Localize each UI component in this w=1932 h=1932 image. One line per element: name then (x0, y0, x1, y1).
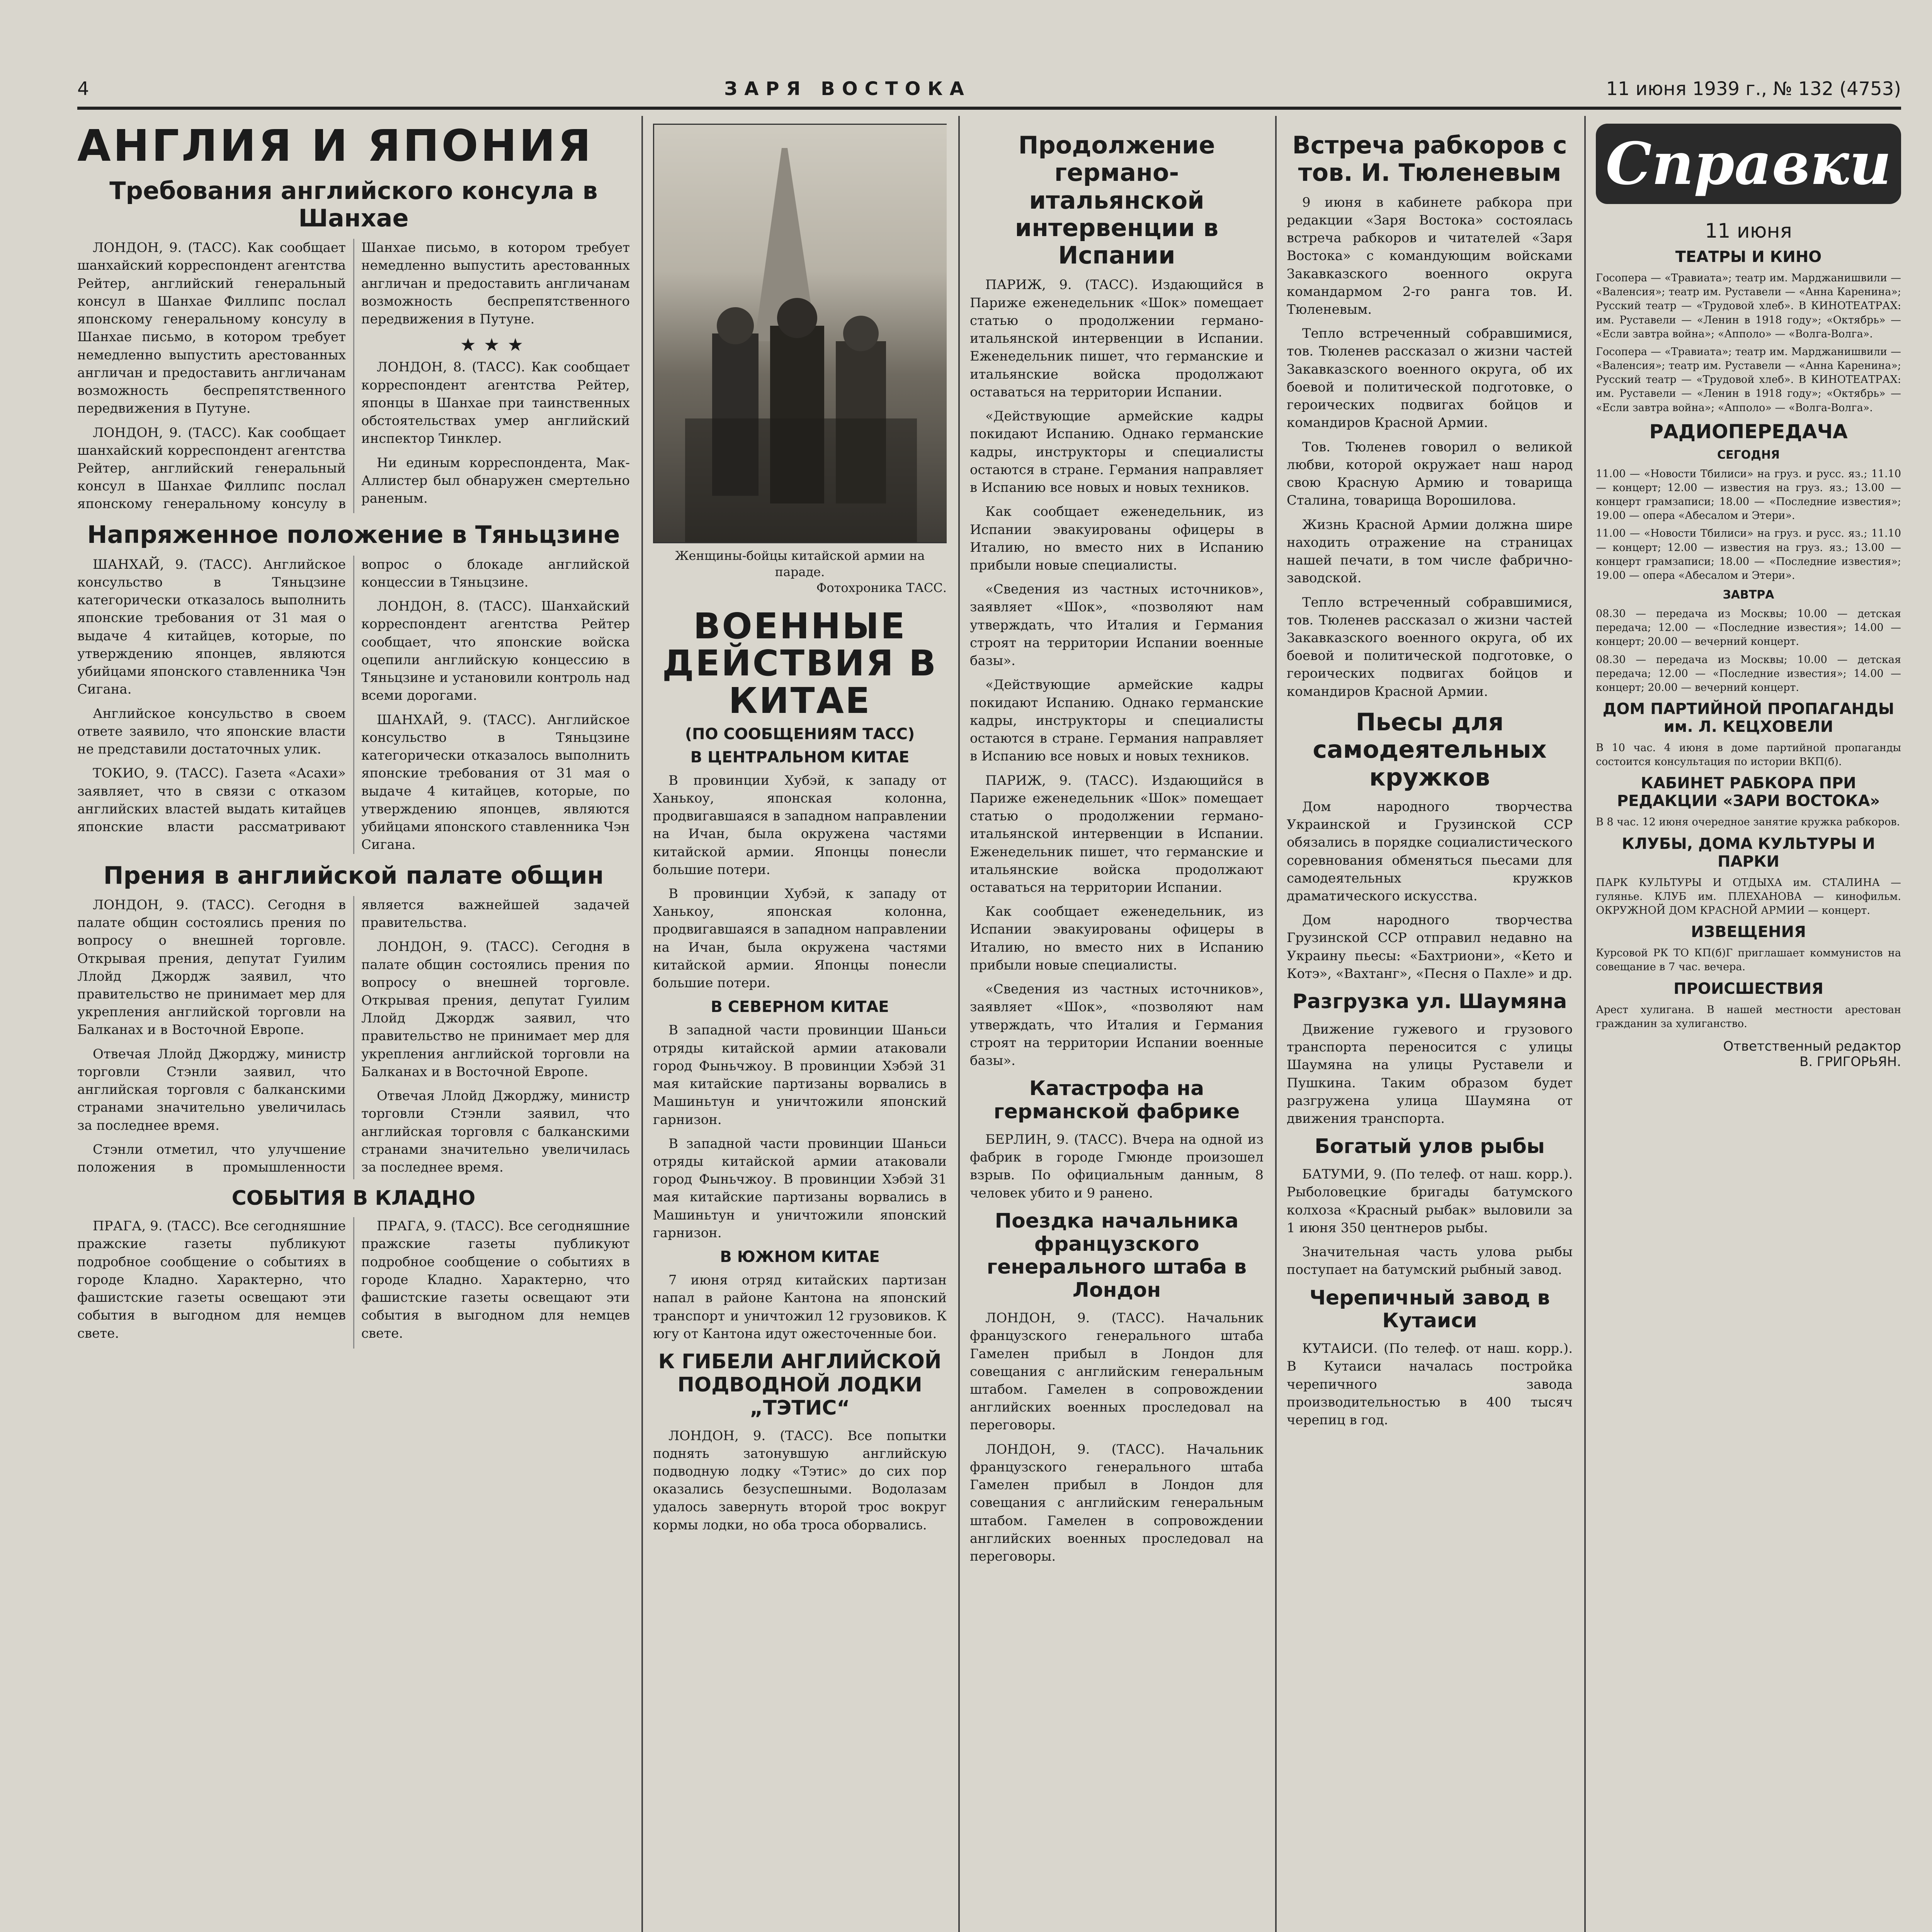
paragraph: ПАРИЖ, 9. (ТАСС). Издающийся в Париже еженедельник «Шок» помещает статью о продолжении германо-итальянской интервенции в Испании. Еженедельник пишет, что германские и итальянские войска продолжают оставаться на территории Испании. (970, 277, 1264, 400)
editor-label: Ответственный редактор (1723, 1038, 1901, 1054)
paragraph: ПАРК КУЛЬТУРЫ И ОТДЫХА им. СТАЛИНА — гулянье. КЛУБ им. ПЛЕХАНОВА — кинофильм. ОКРУЖНОЙ ДОМ КРАСНОЙ АРМИИ — концерт. (1596, 876, 1901, 917)
england-japan-column (77, 124, 630, 1932)
article-title: Продолжение германо-итальянской интервенции в Испании (1015, 131, 1219, 270)
paragraph: Госопера — «Травиата»; театр им. Марджанишвили — «Валенсия»; театр им. Руставели — «Анна Каренина»; Русский театр — «Трудовой хлеб». В КИНОТЕАТРАХ: им. Руставели — «Ленин в 1918 году»; «Октябрь» — «Если завтра война»; «Апполо» — «Волга-Волга». (1596, 345, 1901, 414)
paragraph: В провинции Хубэй, к западу от Ханькоу, японская колонна, продвигавшаяся в западном направлении на Ичан, была окружена частями китайской армии. Японцы понесли большие потери. (653, 772, 947, 878)
paragraph: ШАНХАЙ, 9. (ТАСС). Английское консульство в Тяньцзине категорически отказалось выполнить японские требования от 31 мая о выдаче 4 китайцев, которые, по утверждению японцев, являются убийцами японского ставленника Чэн Сигана. (77, 556, 346, 697)
column-headline: АНГЛИЯ И ЯПОНИЯ (77, 124, 594, 171)
paragraph: ТОКИО, 9. (ТАСС). Газета «Асахи» заявляет, что в связи с отказом английских властей выдать китайцев японские власти рассматривают вопрос о блокаде английской концессии в Тяньцзине. (77, 556, 630, 835)
section-heading: В ЦЕНТРАЛЬНОМ КИТАЕ (690, 748, 910, 766)
article-title: Черепичный завод в Кутаиси (1309, 1286, 1550, 1333)
news-photo (653, 124, 947, 543)
paragraph: «Действующие армейские кадры покидают Испанию. Однако германские кадры, инструкторы и специалисты остаются в стране. Германия направляет в Испанию все новых и новых техников. (970, 677, 1264, 764)
section-heading: КАБИНЕТ РАБКОРА ПРИ РЕДАКЦИИ «ЗАРИ ВОСТОКА» (1617, 774, 1880, 810)
column-rule (1275, 116, 1277, 1932)
section-heading: В ЮЖНОМ КИТАЕ (720, 1248, 880, 1266)
paragraph: БЕРЛИН, 9. (ТАСС). Вчера на одной из фабрик в городе Гмюнде произошел взрыв. По официальным данным, 8 человек убито и 9 ранено. (970, 1131, 1264, 1201)
section-heading: ТЕАТРЫ И КИНО (1675, 248, 1822, 266)
section-subheading: СЕГОДНЯ (1717, 448, 1780, 462)
paragraph: В западной части провинции Шаньси отряды китайской армии атаковали город Фыньчжоу. В провинции Хэбэй 31 мая китайские партизаны ворвались в Машиньтун и уничтожили японский гарнизон. (653, 1022, 947, 1128)
paragraph: Как сообщает еженедельник, из Испании эвакуированы офицеры в Италию, но вместо них в Испанию прибыли новые специалисты. (970, 904, 1264, 973)
caption-credit: Фотохроника ТАСС. (816, 580, 947, 595)
paragraph: КУТАИСИ. (По телеф. от наш. корр.). В Кутаиси началась постройка черепичного завода производительностью в 400 тысяч черепиц в год. (1287, 1341, 1573, 1428)
article-title: Напряженное положение в Тяньцзине (87, 520, 620, 549)
article-subtitle: (ПО СООБЩЕНИЯМ ТАСС) (685, 725, 915, 743)
section-heading: РАДИОПЕРЕДАЧА (1649, 420, 1848, 443)
paragraph: Арест хулигана. В нашей местности арестован гражданин за хулиганство. (1596, 1003, 1901, 1030)
paragraph: 08.30 — передача из Москвы; 10.00 — детская передача; 12.00 — «Последние известия»; 14.00 — концерт; 20.00 — вечерний концерт. (1596, 653, 1901, 694)
paragraph: Движение гужевого и грузового транспорта переносится с улицы Шаумяна на улицы Руставели и Пушкина. Таким образом будет разгружена улица Шаумяна от движения транспорта. (1287, 1021, 1573, 1127)
editor-name: В. ГРИГОРЬЯН. (1799, 1054, 1901, 1070)
paragraph: Отвечая Ллойд Джорджу, министр торговли Стэнли заявил, что английская торговля с балканскими странами значительно увеличилась за последнее время. (361, 1088, 630, 1175)
photo-caption (653, 548, 947, 596)
photo-illustration (654, 125, 947, 542)
paragraph: Стэнли отметил, что улучшение положения в промышленности является важнейшей задачей правительства. (77, 897, 630, 1175)
paragraph: ЛОНДОН, 9. (ТАСС). Все попытки поднять затонувшую английскую подводную лодку «Тэтис» до сих пор оказались безуспешными. Водолазам удалось завернуть второй трос вокруг кормы лодки, но оба троса оборвались. (653, 1428, 947, 1533)
article-body (77, 1217, 630, 1349)
paragraph: В 8 час. 12 июня очередное занятие кружка рабкоров. (1596, 816, 1900, 828)
section-heading: ДОМ ПАРТИЙНОЙ ПРОПАГАНДЫ им. Л. КЕЦХОВЕЛИ (1602, 700, 1895, 736)
column-rule (641, 116, 643, 1932)
paragraph: ПРАГА, 9. (ТАСС). Все сегодняшние пражские газеты публикуют подробное сообщение о событиях в городе Кладно. Характерно, что фашистские газеты освещают эти события в выгодном для немцев свете. (361, 1218, 630, 1341)
paragraph: БАТУМИ, 9. (По телеф. от наш. корр.). Рыболовецкие бригады батумского колхоза «Красный рыбак» выловили за 1 июня 350 центнеров рыбы. (1287, 1167, 1573, 1236)
paragraph: В 10 час. 4 июня в доме партийной пропаганды состоится консультация по истории ВКП(б). (1596, 742, 1901, 768)
paragraph: «Действующие армейские кадры покидают Испанию. Однако германские кадры, инструкторы и специалисты остаются в стране. Германия направляет в Испанию все новых и новых техников. (970, 408, 1264, 496)
paragraph: ЛОНДОН, 9. (ТАСС). Начальник французского генерального штаба Гамелен прибыл в Лондон для совещания с английским генеральным штабом. Гамелен в сопровождении английских военных проследовал на переговоры. (970, 1441, 1264, 1565)
paragraph: Тов. Тюленев говорил о великой любви, которой окружает наш народ свою Красную Армию и товарища Сталина, товарища Ворошилова. (1287, 439, 1573, 509)
section-heading: В СЕВЕРНОМ КИТАЕ (711, 998, 889, 1016)
article-title: СОБЫТИЯ В КЛАДНО (231, 1187, 476, 1210)
page-number: 4 (77, 78, 89, 100)
paper-name: ЗАРЯ ВОСТОКА (724, 78, 971, 100)
paragraph: В провинции Хубэй, к западу от Ханькоу, японская колонна, продвигавшаяся в западном направлении на Ичан, была окружена частями китайской армии. Японцы понесли большие потери. (653, 886, 947, 991)
article-title: Прения в английской палате общин (103, 861, 604, 889)
paragraph: Английское консульство в своем ответе заявило, что японские власти не представили достаточных улик. (77, 706, 346, 757)
paragraph: 11.00 — «Новости Тбилиси» на груз. и русс. яз.; 11.10 — концерт; 12.00 — известия на груз. яз.; 13.00 — концерт грамзаписи; 18.00 — «Последние известия»; 19.00 — опера «Абесалом и Этери». (1596, 468, 1901, 522)
caption-text: Женщины-бойцы китайской армии на параде. (675, 548, 925, 579)
references-date: 11 июня (1705, 219, 1792, 243)
paragraph: Госопера — «Травиата»; театр им. Марджанишвили — «Валенсия»; театр им. Руставели — «Анна Каренина»; Русский театр — «Трудовой хлеб». В КИНОТЕАТРАХ: им. Руставели — «Ленин в 1918 году»; «Октябрь» — «Если завтра война»; «Апполо» — «Волга-Волга». (1596, 272, 1901, 340)
references-column (1596, 124, 1901, 1932)
article-title: Катастрофа на германской фабрике (993, 1077, 1240, 1124)
paragraph: Дом народного творчества Грузинской ССР отправил недавно на Украину пьесы: «Бахтриони», «Кето и Котэ», «Вахтанг», «Песня о Пахле» и др. (1287, 912, 1573, 981)
paragraph: ЛОНДОН, 9. (ТАСС). Как сообщает шанхайский корреспондент агентства Рейтер, английский генеральный консул в Шанхае Филлипс послал японскому генеральному консулу в Шанхае письмо, в котором требует немедленно выпустить арестованных англичан и предоставить англичанам возможность беспрепятственного передвижения в Путуне. (77, 240, 346, 417)
china-war-column (653, 124, 947, 1932)
column-rule (1584, 116, 1586, 1932)
rabkor-column (1287, 124, 1573, 1932)
paragraph: ЛОНДОН, 8. (ТАСС). Как сообщает корреспондент агентства Рейтер, японцы в Шанхае при таинственных обстоятельствах умер английский инспектор Тинклер. (361, 359, 630, 447)
paragraph: ПРАГА, 9. (ТАСС). Все сегодняшние пражские газеты публикуют подробное сообщение о событиях в городе Кладно. Характерно, что фашистские газеты освещают эти события в выгодном для немцев свете. (77, 1218, 346, 1341)
article-body (77, 896, 630, 1180)
paragraph: 11.00 — «Новости Тбилиси» на груз. и русс. яз.; 11.10 — концерт; 12.00 — известия на груз. яз.; 13.00 — концерт грамзаписи; 18.00 — «Последние известия»; 19.00 — опера «Абесалом и Этери». (1596, 527, 1901, 582)
section-subheading: ЗАВТРА (1723, 588, 1774, 602)
article-title: ВОЕННЫЕ ДЕЙСТВИЯ В КИТАЕ (662, 605, 938, 721)
article-title: Поездка начальника французского генерального штаба в Лондон (986, 1209, 1247, 1302)
editor-credit (1596, 1039, 1901, 1070)
paragraph: 7 июня отряд китайских партизан напал в районе Кантона на японский транспорт и уничтожил 12 грузовиков. К югу от Кантона идут ожесточенные бои. (653, 1272, 947, 1342)
paragraph: Курсовой РК ТО КП(б)Г приглашает коммунистов на совещание в 7 час. вечера. (1596, 947, 1901, 973)
paragraph: ШАНХАЙ, 9. (ТАСС). Английское консульство в Тяньцзине категорически отказалось выполнить японские требования от 31 мая о выдаче 4 китайцев, которые, по утверждению японцев, являются убийцами японского ставленника Чэн Сигана. (361, 712, 630, 853)
section-heading: ПРОИСШЕСТВИЯ (1673, 980, 1823, 998)
article-title: Встреча рабкоров с тов. И. Тюленевым (1292, 131, 1567, 187)
paragraph: Дом народного творчества Украинской и Грузинской ССР обязались в порядке социалистического соревнования обменяться пьесами для самодеятельных кружков драматического искусства. (1287, 799, 1573, 904)
paragraph: Тепло встреченный собравшимися, тов. Тюленев рассказал о жизни частей Закавказского военного округа, об их боевой и политической подготовке, о героических подвигах бойцов и командиров Красной Армии. (1287, 326, 1573, 431)
paragraph: ПАРИЖ, 9. (ТАСС). Издающийся в Париже еженедельник «Шок» помещает статью о продолжении германо-итальянской интервенции в Испании. Еженедельник пишет, что германские и итальянские войска продолжают оставаться на территории Испании. (970, 772, 1264, 895)
paragraph: 9 июня в кабинете рабкора при редакции «Заря Востока» состоялась встреча рабкоров и читателей «Заря Востока» с командующим войсками Закавказского военного округа командармом 2-го ранга тов. И. Тюленевым. (1287, 194, 1573, 317)
paragraph: «Сведения из частных источников», заявляет «Шок», «позволяют нам утверждать, что Италия и Германия строят на территории Испании военные базы». (970, 582, 1264, 669)
article-title: Требования английского консула в Шанхае (109, 176, 598, 232)
paragraph: Ни единым корреспондента, Мак-Аллистер был обнаружен смертельно раненым. (361, 455, 630, 506)
paragraph: «Сведения из частных источников», заявляет «Шок», «позволяют нам утверждать, что Италия и Германия строят на территории Испании военные базы». (970, 981, 1264, 1069)
paragraph: 08.30 — передача из Москвы; 10.00 — детская передача; 12.00 — «Последние известия»; 14.00 — концерт; 20.00 — вечерний концерт. (1596, 608, 1901, 648)
section-heading: КЛУБЫ, ДОМА КУЛЬТУРЫ И ПАРКИ (1622, 835, 1875, 871)
paragraph: Отвечая Ллойд Джорджу, министр торговли Стэнли заявил, что английская торговля с балканскими странами значительно увеличилась за последнее время. (77, 1046, 346, 1133)
page-header (77, 73, 1901, 110)
separator-stars: ★★★ (460, 334, 531, 355)
article-title: Пьесы для самодеятельных кружков (1313, 707, 1547, 791)
article-title: Разгрузка ул. Шаумяна (1292, 990, 1567, 1014)
paragraph: ЛОНДОН, 9. (ТАСС). Сегодня в палате общин состоялись прения по вопросу о внешней торговле. Открывая прения, депутат Гуилим Ллойд Джордж заявил, что правительство не принимает мер для укрепления английской торговли на Балканах и в Восточной Европе. (77, 897, 346, 1038)
article-title: Богатый улов рыбы (1315, 1135, 1545, 1158)
paragraph: Жизнь Красной Армии должна шире находить отражение на страницах нашей печати, в том числе фабрично-заводской. (1287, 517, 1573, 586)
paragraph: Тепло встреченный собравшимися, тов. Тюленев рассказал о жизни частей Закавказского военного округа, об их боевой и политической подготовке, о героических подвигах бойцов и командиров Красной Армии. (1287, 594, 1573, 699)
article-body (77, 556, 630, 854)
paragraph: Как сообщает еженедельник, из Испании эвакуированы офицеры в Италию, но вместо них в Испанию прибыли новые специалисты. (970, 504, 1264, 573)
references-title: Справки (1596, 124, 1901, 204)
section-heading: ИЗВЕЩЕНИЯ (1691, 923, 1806, 941)
paragraph: В западной части провинции Шаньси отряды китайской армии атаковали город Фыньчжоу. В провинции Хэбэй 31 мая китайские партизаны ворвались в Машиньтун и уничтожили японский гарнизон. (653, 1136, 947, 1241)
issue-info: 11 июня 1939 г., № 132 (4753) (1606, 78, 1901, 100)
paragraph: ЛОНДОН, 9. (ТАСС). Как сообщает шанхайский корреспондент агентства Рейтер, английский генеральный консул в Шанхае Филлипс послал японскому генеральному консулу в Шанхае письмо, в котором требует немедленно выпустить арестованных англичан и предоставить англичанам возможность беспрепятственного передвижения в Путуне. (77, 240, 630, 512)
article-body (77, 239, 630, 513)
paragraph: ЛОНДОН, 8. (ТАСС). Шанхайский корреспондент агентства Рейтер сообщает, что японские войска оцепили английскую концессию в Тяньцзине и установили контроль над всеми дорогами. (361, 599, 630, 704)
spain-column (970, 124, 1264, 1932)
paragraph: Значительная часть улова рыбы поступает на батумский рыбный завод. (1287, 1244, 1573, 1278)
article-title: К ГИБЕЛИ АНГЛИЙСКОЙ ПОДВОДНОЙ ЛОДКИ „ТЭТИС“ (658, 1350, 942, 1420)
paragraph: ЛОНДОН, 9. (ТАСС). Начальник французского генерального штаба Гамелен прибыл в Лондон для совещания с английским генеральным штабом. Гамелен в сопровождении английских военных проследовал на переговоры. (970, 1310, 1264, 1433)
column-rule (958, 116, 960, 1932)
paragraph: ЛОНДОН, 9. (ТАСС). Сегодня в палате общин состоялись прения по вопросу о внешней торговле. Открывая прения, депутат Гуилим Ллойд Джордж заявил, что правительство не принимает мер для укрепления английской торговли на Балканах и в Восточной Европе. (361, 939, 630, 1080)
